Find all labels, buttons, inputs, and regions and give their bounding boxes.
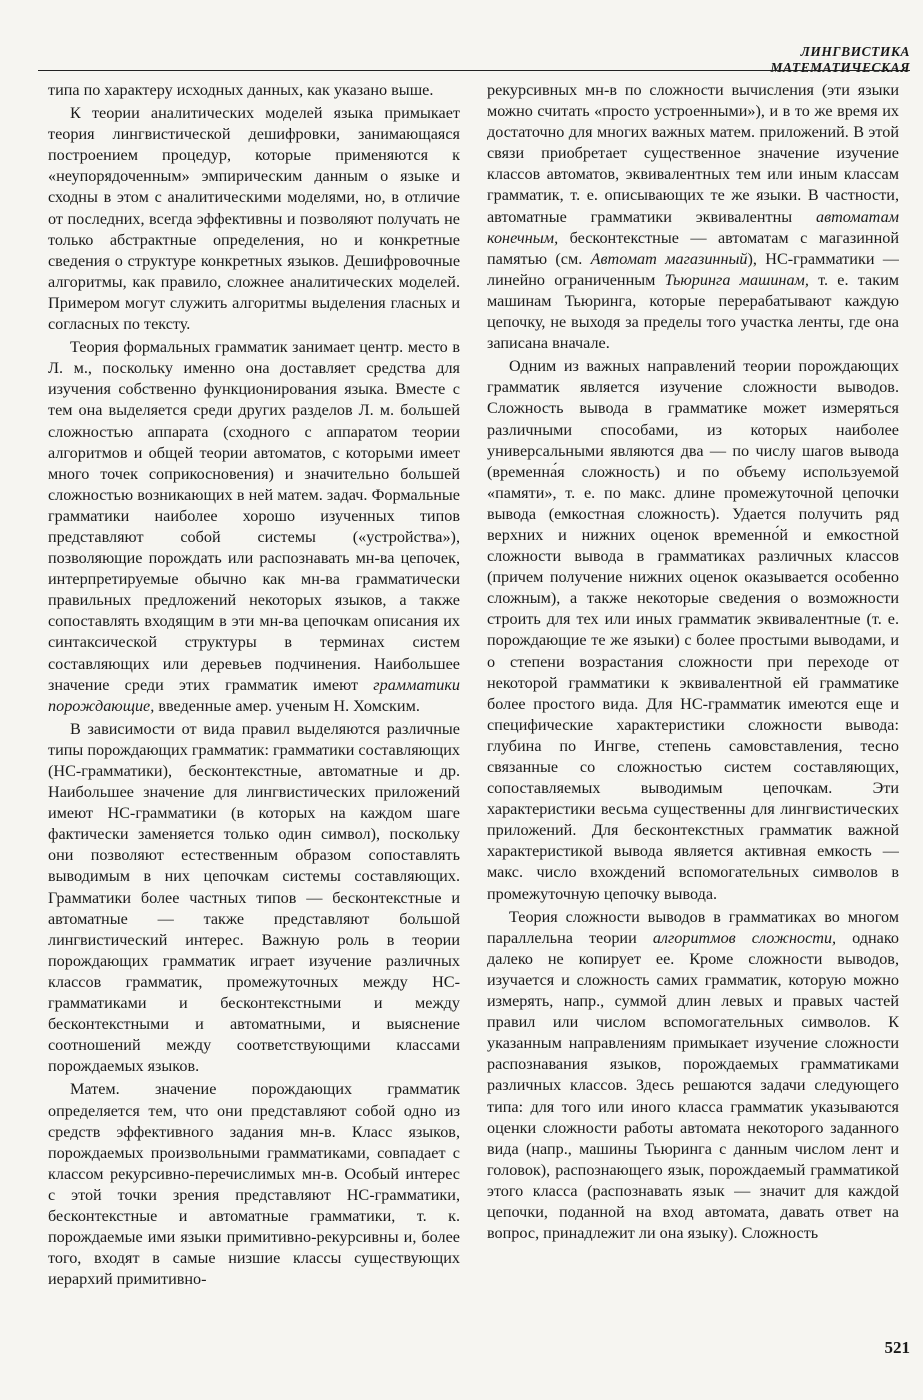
text-run: рекурсивных мн-в по сложности вычисления (эти языки можно считать «просто устроенными»), и в то же время их достаточно для многих важных матем. приложений. В этой связи приобретает существенное значение изучение классов автоматов, эквивалентных тем или иным классам грамматик, т. е. описывающих те же языки. В частности, автоматные грамматики эквивалентны [487,81,899,226]
text-run: Теория формальных грамматик занимает центр. место в Л. м., поскольку именно она доставляет средства для изучения собственно функционирования языка. Вместе с тем она выделяется среди других разделов Л. м. большей сложностью аппарата (сходного с аппаратом теории алгоритмов и общей теории автоматов, с которыми имеет много точек соприкосновения) и значительно большей сложностью возникающих в ней матем. задач. Формальные грамматики наиболее хорошо изученных типов представляют собой системы («устройства»), позволяющие порождать или распознавать мн-ва цепочек, интерпретируемые обычно как мн-ва грамматически правильных предложений некоторых языков, а также сопоставлять входящим в эти мн-ва цепочкам описания их синтаксической структуры в терминах систем составляющих или деревьев подчинения. Наибольшее значение среди этих грамматик имеют [48,338,460,694]
paragraph [487,80,899,354]
term-link[interactable]: алгоритмов сложности, [652,928,837,947]
paragraph [48,337,460,717]
paragraph: Одним из важных направлений теории порождающих грамматик является изучение сложности выводов. Сложность вывода в грамматике может измеряться различными способами, из которых наиболее универсальными являются два — по числу шагов вывода (временна́я сложность) и по объему используемой «памяти», т. е. по макс. длине промежуточной цепочки вывода (емкостная сложность). Удается получить ряд верхних и нижних оценок временно́й и емкостной сложности вывода в грамматиках различных классов (причем получение нижних оценок оказывается особенно сложным), а также некоторые сведения о возможности строить для тех или иных грамматик эквивалентные (т. е. порождающие те же языки) с более простыми выводами, и о степени возрастания сложности при переходе от некоторой грамматики к эквивалентной ей грамматике более простого вида. Для НС-грамматик имеются еще и специфические характеристики сложности вывода: глубина по Ингве, степень самовставления, тесно связанные со сложностью систем составляющих, сопоставляемых выводимым цепочкам. Эти характеристики весьма существенны для лингвистических приложений. Для бесконтекстных грамматик важной характеристикой вывода является активная емкость — макс. число вхождений вспомогательных символов в промежуточную цепочку вывода. [487,357,899,903]
text-run: т. е. таким машинам Тьюринга, которые перерабатывают каждую цепочку, не выходя за пределы того участка ленты, где она записана вначале. [487,270,899,353]
term-link[interactable]: грамматики порождающие, [48,675,460,715]
text-run: бесконтекстные — автоматам с магазинной памятью (см. [487,228,899,268]
term-link[interactable]: Тьюринга машинам, [664,270,809,289]
left-column [48,80,460,1340]
term-link[interactable]: Автомат магазинный [590,249,748,268]
paragraph: К теории аналитических моделей языка примыкает теория лингвистической дешифровки, занимающаяся построением процедур, которые применяются к «неупорядоченным» эмпирическим данным о языке и сходны в этом с аналитическими моделями, но, в отличие от последних, всегда эффективны и позволяют получать не только абстрактные определения, но и конкретные сведения о структуре конкретных языков. Дешифровочные алгоритмы, как правило, сложнее аналитических моделей. Примером могут служить алгоритмы выделения гласных и согласных по тексту. [48,104,460,334]
text-run: Теория сложности выводов в грамматиках во многом параллельна теории [487,907,899,947]
paragraph: В зависимости от вида правил выделяются различные типы порождающих грамматик: грамматики составляющих (НС-грамматики), бесконтекстные, автоматные и др. Наибольшее значение для лингвистических приложений имеют НС-грамматики (в которых на каждом шаге фактически заменяется только один символ), поскольку они позволяют естественным образом сопоставлять выводимым в них цепочкам системы составляющих. Грамматики более частных типов — бесконтекстные и автоматные — также представляют большой лингвистический интерес. Важную роль в теории порождающих грамматик играет изучение различных классов грамматик, промежуточных между НС-грамматиками и бесконтекстными и между бесконтекстными и автоматными, и выяснение соотношений между соответствующими классами порождаемых языков. [48,719,460,1076]
text-run: однако далеко не копирует ее. Кроме сложности выводов, изучается и сложность самих грамматик, которую можно измерять, напр., суммой длин левых и правых частей правил или числом вспомогательных символов. К указанным направлениям примыкает изучение сложности распознавания языков, порождаемых грамматиками различных классов. Здесь решаются задачи следующего типа: для того или иного класса грамматик указываются оценки сложности работы автомата некоторого заданного вида (напр., машины Тьюринга с данным числом лент и головок), распознающего язык, порождаемый грамматикой этого класса (распознавать язык — значит для каждой цепочки, поданной на вход автомата, давать ответ на вопрос, принадлежит ли она языку). Сложность [487,928,899,1243]
right-column [487,80,899,1340]
page-number: 521 [884,1338,910,1357]
paragraph [487,907,899,1245]
header-rule [38,70,910,71]
paragraph: Матем. значение порождающих грамматик определяется тем, что они представляют собой одно из средств эффективного задания мн-в. Класс языков, порождаемых произвольными грамматиками, совпадает с классом рекурсивно-перечислимых мн-в. Особый интерес с этой точки зрения представляют НС-грамматики, бесконтекстные и автоматные грамматики, т. к. порождаемые ими языки примитивно-рекурсивны и, более того, входят в самые низшие классы существующих иерархий примитивно- [48,1080,460,1289]
running-header: ЛИНГВИСТИКА МАТЕМАТИЧЕСКАЯ [770,44,910,75]
text-run: введенные амер. ученым Н. Хомским. [158,696,420,715]
paragraph: типа по характеру исходных данных, как указано выше. [48,81,434,99]
term-link[interactable]: автоматам конечным, [487,207,899,247]
text-run: ), НС-грамматики — линейно ограниченным [487,249,899,289]
